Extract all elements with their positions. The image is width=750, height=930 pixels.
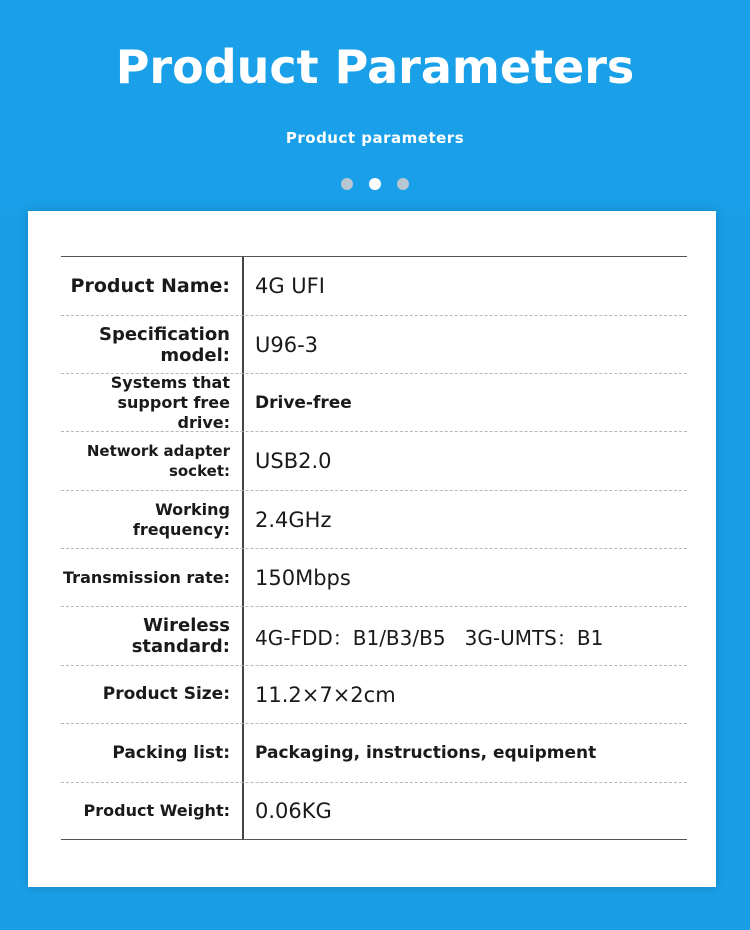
spec-label: Product Size: xyxy=(102,684,230,704)
spec-value: Drive-free xyxy=(255,392,352,413)
spec-value: 11.2×7×2cm xyxy=(255,682,396,707)
spec-value: 2.4GHz xyxy=(255,507,332,532)
spec-table xyxy=(61,256,687,840)
pagination-dot-2-active[interactable] xyxy=(369,178,381,190)
spec-row-systems xyxy=(61,374,687,432)
spec-value: 0.06KG xyxy=(255,799,332,823)
spec-row-size xyxy=(61,666,687,724)
spec-row-frequency xyxy=(61,491,687,549)
spec-card xyxy=(28,211,716,887)
spec-label: Working frequency: xyxy=(132,499,230,539)
spec-value: USB2.0 xyxy=(255,449,332,473)
spec-row-model xyxy=(61,316,687,374)
page-title: Product Parameters xyxy=(115,40,635,94)
spec-value: 4G UFI xyxy=(255,274,325,298)
pagination-dot-1[interactable] xyxy=(341,178,353,190)
pagination-dot-3[interactable] xyxy=(397,178,409,190)
spec-label: Product Weight: xyxy=(83,801,230,820)
spec-label: Specification model: xyxy=(98,323,230,366)
spec-value: Packaging, instructions, equipment xyxy=(255,743,597,763)
spec-row-rate xyxy=(61,549,687,607)
pagination-dots xyxy=(0,178,750,190)
spec-label: Product Name: xyxy=(70,274,230,297)
spec-row-socket xyxy=(61,432,687,491)
spec-value: 150Mbps xyxy=(255,565,351,590)
spec-row-weight xyxy=(61,783,687,839)
spec-label: Network adapter socket: xyxy=(86,442,230,480)
spec-value: 4G-FDD：B1/B3/B5 3G-UMTS：B1 xyxy=(255,625,604,650)
spec-row-product-name xyxy=(61,257,687,316)
spec-label: Wireless standard: xyxy=(131,615,230,657)
page-subtitle: Product parameters xyxy=(285,129,465,147)
spec-label: Transmission rate: xyxy=(63,567,230,587)
spec-value: U96-3 xyxy=(255,332,319,357)
spec-label: Packing list: xyxy=(112,742,230,763)
spec-row-wireless xyxy=(61,607,687,666)
spec-label: Systems that support free drive: xyxy=(110,372,230,432)
spec-row-packing xyxy=(61,724,687,783)
